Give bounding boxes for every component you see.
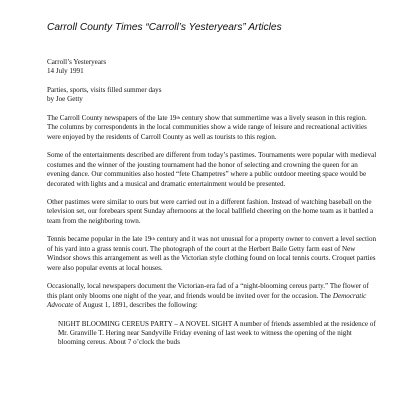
paragraph-3: Other pastimes were similar to ours but were carried out in a different fashion. Instead of watching baseball on the television set, our forebears spent Sunday afternoons at the local ballfield cheering on the home team as it battled a team from the neighboring town. (47, 197, 374, 225)
paragraph-5: Occasionally, local newspapers document the Victorian-era fad of a “night-blooming cereus party.” The flower of this plant only blooms one night of the year, and friends would be invited over for the occasion. The Democratic Advocate of August 1, 1891, describes the following: (47, 282, 369, 310)
article-headline: Parties, sports, visits filled summer days (47, 85, 162, 94)
block-quote: NIGHT BLOOMING CEREUS PARTY – A NOVEL SIGHT A number of friends assembled at the residence of Mr. Granville T. Hering near Sandyville Friday evening of last week to witness the opening of the night blooming cereus. About 7 o’clock the buds (58, 319, 376, 347)
article-byline: by Joe Getty (47, 95, 83, 104)
column-name: Carroll’s Yesteryears (47, 58, 107, 66)
article-date: 14 July 1991 (47, 67, 84, 76)
paragraph-2: Some of the entertainments described are different from today’s pastimes. Tournaments were popular with medieval costumes and the winner of the jousting tournament had the honor of selecting and crowning the queen for an evening dance. Our communities also hosted “fete Champetres” where a public outdoor meeting space would be decorated with lights and a musical and dramatic entertainment would be presented. (47, 151, 377, 188)
paragraph-1: The Carroll County newspapers of the late 19th century show that summertime was a lively season in this region. The columns by correspondents in the local communities show a wide range of leisure and recreational activities were enjoyed by the residents of Carroll County as well as tourists to this region. (47, 113, 367, 141)
paragraph-4: Tennis became popular in the late 19th century and it was not unusual for a property owner to convert a level section of his yard into a grass tennis court. The photograph of the court at the Herbert Baile Getty farm east of New Windsor shows this arrangement as well as the Victorian style clothing found on local tennis courts. Croquet parties were also popular events at local houses. (47, 235, 377, 272)
article-body (47, 58, 377, 348)
document-title: Carroll County Times “Carroll’s Yesteryears” Articles (47, 22, 282, 33)
